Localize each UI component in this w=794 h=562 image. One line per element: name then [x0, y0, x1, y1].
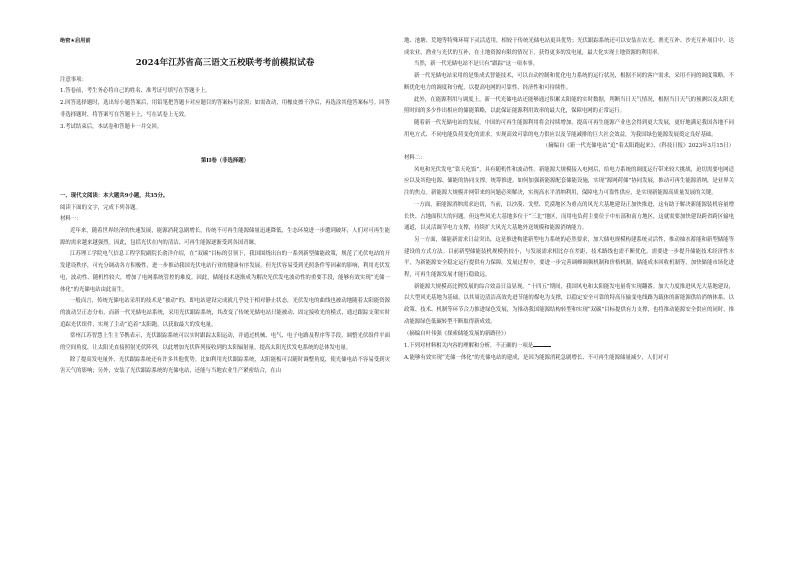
question-1-option-a: A.能够有效实现“光储一体化”的光储电站的建成，是因为能源消耗急剧增长、不可再生能源储量减少，人们对可 [404, 354, 669, 361]
question-stem-text: 1.下列对材料相关内容的理解和分析，不正确的一项是 [404, 343, 534, 350]
secret-mark: 绝密★启用前 [60, 38, 91, 44]
section-instruction: 阅读下面的文字，完成下列各题。 [60, 204, 141, 211]
material2-paragraph: 风电和光伏发电“靠天吃饭”，具有随机性和波动性。新能源大规模接入电网后，给电力系统的调度运行带来较大挑战，迫切需要电网适应以及其他电源、储能的协同支撑，统筹推进。如何加强新能源配套储能设施，实现“源网荷储”协同发展，推动可再生能源消纳，是业界关注的焦点。新能源大规模并网带来的问题必须解决，实现高水平消纳利用，保障电力可靠性供应，是实现新能源高质量发展的关键。 [404, 166, 734, 197]
right-paragraph: 此外，在能源利用与调度上，新一代光储电站还能够通过积累太阳能的实时数据，判断当日天气情况，根据当日天气的预测以及太阳光照时间的多少作出相应的储能策略，以此保证能源利用效率的最大化，保障电网的正常运行。 [404, 96, 734, 115]
left-paragraph: 除了提高发电量外，光伏跟踪系统还有许多其他优势。比如利用光伏跟踪系统，太阳能板可以随时调整角度，使光储电站不容易受到灾害天气的影响；另外，安装了光伏跟踪系统的光储电站，还能与当地农业生产紧密结合，在山 [60, 356, 390, 375]
material2-paragraph: 一方面，新能源消纳需求迫切，当前，以沙漠、戈壁、荒漠地区为重点的风光大基地建设正加快推进，这有助于解决新能源装机容量增长快、占地面积大的问题。但这些风光大基地多位于“三北”地区，而用电负荷主要位于中东部和南方地区，这就需要加快建设跨省跨区输电通道，以灵活调节电力支撑，持续扩大风光大基地外送规模和能源消纳能力。 [404, 201, 734, 232]
exam-title: 2024年江苏省高三语文五校联考考前模拟试卷 [135, 57, 315, 68]
right-paragraph: 当然，新一代光储电站不是只有“跟踪”这一项本事。 [414, 61, 539, 68]
right-paragraph: 地、池塘、荒地等特殊环境下灵活适用，相较于传统光储电站更具优势；光伏跟踪系统还可以安装在农光、渔光互补、沙光互补项目中，达成农业、渔业与光伏的互补，在土地资源有限的情况下，获得更多的发电量，最大化实现土地资源的利用率。 [404, 38, 734, 56]
excerpt-source-1: （摘编自《新一代光储电站“追”着太阳跑起来》，《科技日报》2023年3月15日） [542, 143, 734, 150]
right-column [404, 36, 734, 365]
notice-item-3: 3.考试结束后，本试卷和答题卡一并交回。 [60, 123, 163, 130]
material2-paragraph: 新能源大规模高比例发展的综合效益日益显现。“十四五”期间，我国风电和太阳能发电量将实现翻番。加大力度推进风光大基地建设，以大型风光基地为基础，以其周边清洁高效先进节能的煤电为支撑，以稳定安全可靠的特高压输变电线路为载体的新能源供给消纳体系，以政策、技术、机制等环节合力推进绿色发展，为推动我国能源结构转型和实现“双碳”目标提供有力支撑，也将推动能源安全供应的同时，推动能源绿色低碳转型不断取得新成效。 [404, 283, 734, 325]
material1-label: 材料一： [60, 216, 82, 223]
left-paragraph: 江苏理工学院电气信息工程学院副院长俞洋介绍，在“双碳”目标的引领下，我国围绕出台的一系列新型储能政策，规范了光伏电站的开发建设秩序，可充分调动各方积极性，进一步推动我国光伏电站行业的健康有序发展。但光伏容易受到光照条件等因素的影响，利用光伏发电，波动性、随机性较大，增加了电网系统管控的难度。因此，储能技术逐渐成为解决光伏发电波动性的重要手段，能够有效实现“光储一体化”的光储电站由此而生。 [60, 251, 390, 293]
material2-paragraph: 另一方面，储能新需求日益突出，这是推进构建新型电力系统的必然要求，加大储电规模构建系统灵活性，推动抽水蓄能和新型储能等建设的方式方法。目前新型储能装机规模仍较小，与发展需求相比存在差距，技术路线也需不断优化，需要进一步提升储能技术经济性水平，为新能源安全稳定运行提供有力保障。发展过程中，要进一步完善调峰调频机制和价格机制，储能成本回收机制等，加快储能市场化进程，可再生能源发展才能行稳致远。 [404, 236, 734, 279]
notice-heading: 注意事项： [60, 76, 87, 83]
right-paragraph: 随着新一代光储电站的发展，中国的可再生能源利用将会持续增加，提高可再生能源产业也会得到更大发展，更好地满足我国各地不同用电方式、不同电能负荷变化的需求，实现高效可靠的电力供应以及节能减排的巨大社会效益，为我国绿色能源发展奠定良好基础。 [404, 119, 734, 138]
material2-label: 材料二： [404, 155, 426, 162]
excerpt-source-2: （摘编自叶伟强《探索储能发展的新路径》） [404, 330, 510, 337]
notice-item-2: 2.回答选择题时，选出每小题答案后，用铅笔把答题卡对应题目的答案标号涂黑；如需改动，用橡皮擦干净后，再选涂其他答案标号。回答非选择题时，将答案写在答题卡上，写在试卷上无效。 [60, 100, 390, 118]
notice-item-1: 1.答卷前，考生务必将自己的姓名、准考证号填写在答题卡上。 [60, 88, 211, 95]
part-title: 第II卷（非选择题） [200, 158, 250, 165]
question-1-stem [404, 340, 734, 353]
left-paragraph: 近年来，随着世界经济的快速发展，能源消耗急剧增长，传统不可再生能源储量迅速降低，生态环境进一步遭到破坏，人们对可再生能源的需求越来越强烈。因此，包括光伏在内的清洁、可再生能源逐渐受到各国青睐。 [60, 228, 390, 246]
left-paragraph: 常州江苏智慧上生主节携表示，光伏跟踪系统可以实时跟踪太阳运动，并通过机械、电气、电子电路及程序等手段，调整光伏组件平面的空间角度，让太阳光直接照射光伏阵列，以此增加光伏阵列接收到的太阳辐射量，提高太阳光伏发电系统的总体发电量。 [60, 333, 390, 352]
left-column [60, 36, 390, 378]
left-paragraph: 一般而言，传统光储电站采用的技术是“被动”的，即电站建设完成就几乎处于相对静止状态，光伏发电的曲线也被动地随着太阳能资源的波动呈正态分布，而新一代光储电站系统，采用光伏跟踪系统，其改变了传统光储电站只能被动、固定接收光的模式，通过跟踪支架实时追踪光伏组件，实现了主动“追着”太阳跑，以获取最大的发电量。 [60, 298, 390, 328]
section-heading: 一、现代文阅读：本大题共9小题，共35分。 [60, 192, 169, 199]
right-paragraph: 新一代光储电站采用的是集成式智能技术，可以自动控制和优化电力系统的运行状况，根据不同的客户需求，采用不同的调度策略，不断优化电力的调度和分配，以提高电网的可靠性、经济性和可持续性。 [404, 73, 734, 91]
answer-blank [533, 340, 551, 347]
